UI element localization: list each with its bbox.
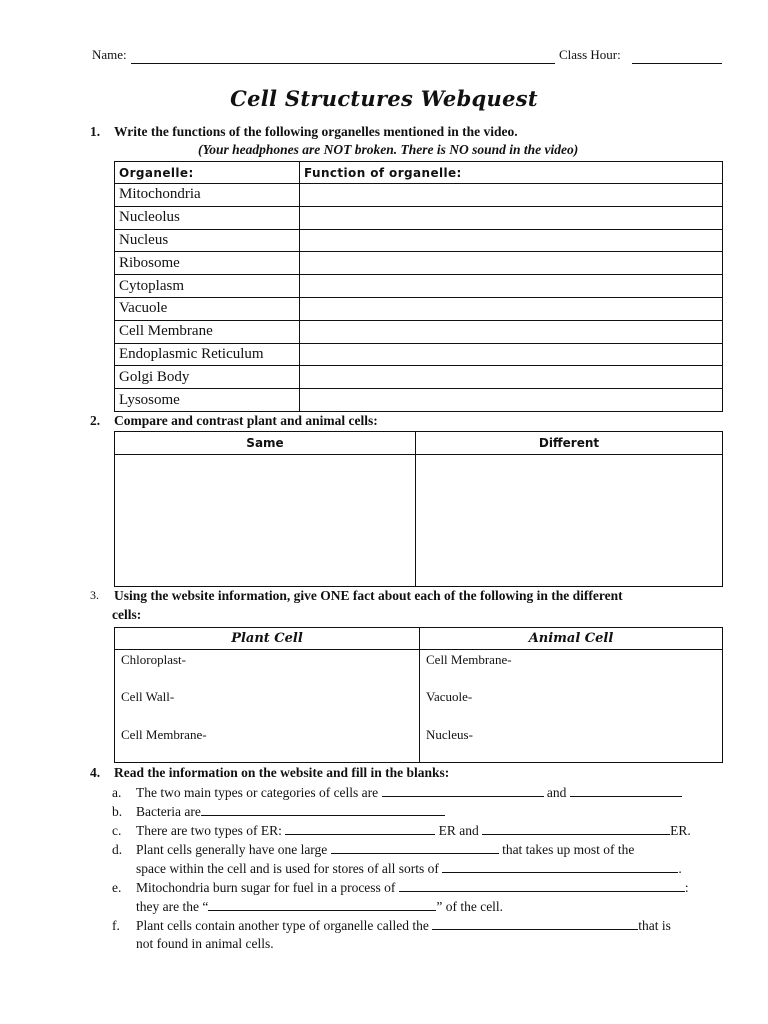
table-row: [115, 275, 723, 298]
question-3-number: 3.: [90, 588, 99, 602]
blank-line[interactable]: [399, 879, 685, 892]
fill-item-letter: c.: [112, 823, 122, 838]
organelle-name: Cell Membrane: [115, 320, 300, 343]
organelle-name: Ribosome: [115, 252, 300, 275]
question-1: [90, 124, 730, 142]
blank-line[interactable]: [382, 784, 544, 797]
fill-item-text: ER and: [438, 823, 479, 838]
fill-item-text: and: [546, 785, 567, 800]
fill-item-text: Bacteria are: [136, 804, 201, 819]
question-4-number: 4.: [90, 765, 101, 780]
blank-line[interactable]: [442, 860, 678, 873]
function-answer-cell[interactable]: [300, 229, 723, 252]
question-2-number: 2.: [90, 413, 101, 428]
blank-line[interactable]: [208, 898, 436, 911]
fill-item-letter: f.: [112, 918, 120, 933]
animal-cell-column-header: Animal Cell: [420, 628, 723, 650]
header-row: [92, 47, 724, 67]
question-4: [90, 765, 730, 783]
organelle-name: Nucleus: [115, 229, 300, 252]
cell-fact-table-body: [115, 650, 723, 763]
organelle-name: Golgi Body: [115, 366, 300, 389]
fill-item-letter: a.: [112, 785, 122, 800]
question-3-text-line1: Using the website information, give ONE fact about each of the following in the different: [114, 588, 623, 603]
cell-fact-table: [114, 627, 723, 763]
table-row: [115, 229, 723, 252]
name-line[interactable]: [131, 63, 555, 64]
organelle-name: Endoplasmic Reticulum: [115, 343, 300, 366]
function-answer-cell[interactable]: [300, 275, 723, 298]
blank-line[interactable]: [482, 822, 670, 835]
table-row: [115, 206, 723, 229]
organelle-table: [114, 161, 723, 412]
organelle-name: Cytoplasm: [115, 275, 300, 298]
plant-fact-item: Chloroplast-: [121, 652, 186, 667]
function-answer-cell[interactable]: [300, 366, 723, 389]
plant-cell-column-header: Plant Cell: [115, 628, 420, 650]
organelle-name: Lysosome: [115, 389, 300, 412]
animal-cell-facts[interactable]: [420, 650, 723, 763]
fill-item-letter: e.: [112, 880, 122, 895]
same-answer-cell[interactable]: [115, 455, 416, 587]
plant-fact-item: Cell Wall-: [121, 689, 175, 704]
fill-item-text: ” of the cell.: [436, 899, 504, 914]
organelle-name: Vacuole: [115, 297, 300, 320]
fill-item-text: :: [684, 880, 689, 895]
function-answer-cell[interactable]: [300, 343, 723, 366]
table-row: [115, 184, 723, 207]
fill-item-text: not found in animal cells.: [136, 936, 274, 951]
fill-item-text: they are the “: [136, 899, 209, 914]
name-label: Name:: [92, 47, 127, 62]
organelle-column-header: Organelle:: [115, 162, 300, 184]
function-answer-cell[interactable]: [300, 206, 723, 229]
table-row: [115, 366, 723, 389]
function-column-header: Function of organelle:: [300, 162, 723, 184]
different-column-header: Different: [416, 432, 723, 455]
organelle-name: Nucleolus: [115, 206, 300, 229]
question-3-text-line2: cells:: [112, 607, 142, 622]
question-2-text: Compare and contrast plant and animal cells:: [114, 413, 378, 428]
fill-item-text: The two main types or categories of cells are: [136, 785, 379, 800]
animal-fact-item: Nucleus-: [426, 727, 473, 742]
fill-item-text: There are two types of ER:: [136, 823, 282, 838]
animal-fact-item: Vacuole-: [426, 689, 473, 704]
fill-item-letter: d.: [112, 842, 123, 857]
table-row: [115, 389, 723, 412]
blank-line[interactable]: [201, 803, 445, 816]
organelle-table-header: [115, 162, 723, 184]
question-1-note: (Your headphones are NOT broken. There is NO sound in the video): [198, 142, 579, 157]
fill-item-letter: b.: [112, 804, 123, 819]
fill-item-text: Plant cells contain another type of organelle called the: [136, 918, 429, 933]
different-answer-cell[interactable]: [416, 455, 723, 587]
organelle-name: Mitochondria: [115, 184, 300, 207]
compare-table-body: [115, 455, 723, 587]
table-row: [115, 320, 723, 343]
table-row: [115, 297, 723, 320]
fill-item-text: ER.: [670, 823, 691, 838]
plant-fact-item: Cell Membrane-: [121, 727, 207, 742]
question-3: [90, 588, 730, 624]
fill-item-text: Plant cells generally have one large: [136, 842, 328, 857]
function-answer-cell[interactable]: [300, 320, 723, 343]
compare-table-header: [115, 432, 723, 455]
cell-fact-table-header: [115, 628, 723, 650]
blank-line[interactable]: [331, 841, 499, 854]
blank-line[interactable]: [570, 784, 682, 797]
animal-fact-item: Cell Membrane-: [426, 652, 512, 667]
question-1-number: 1.: [90, 124, 101, 139]
blank-line[interactable]: [285, 822, 435, 835]
fill-item-text: that is: [638, 918, 671, 933]
page-title: Cell Structures Webquest: [230, 86, 538, 111]
class-hour-label: Class Hour:: [559, 47, 621, 62]
class-hour-line[interactable]: [632, 63, 722, 64]
question-4-text: Read the information on the website and fill in the blanks:: [114, 765, 450, 780]
fill-item-text: that takes up most of the: [502, 842, 635, 857]
table-row: [115, 343, 723, 366]
function-answer-cell[interactable]: [300, 184, 723, 207]
blank-line[interactable]: [432, 917, 638, 930]
question-1-text: Write the functions of the following organelles mentioned in the video.: [114, 124, 518, 139]
function-answer-cell[interactable]: [300, 252, 723, 275]
fill-item-text: .: [678, 861, 682, 876]
table-row: [115, 252, 723, 275]
compare-table: [114, 431, 723, 587]
function-answer-cell[interactable]: [300, 297, 723, 320]
fill-item-text: Mitochondria burn sugar for fuel in a process of: [136, 880, 396, 895]
plant-cell-facts[interactable]: [115, 650, 420, 763]
fill-item-text: space within the cell and is used for stores of all sorts of: [136, 861, 439, 876]
same-column-header: Same: [115, 432, 416, 455]
function-answer-cell[interactable]: [300, 389, 723, 412]
question-2: [90, 413, 730, 431]
